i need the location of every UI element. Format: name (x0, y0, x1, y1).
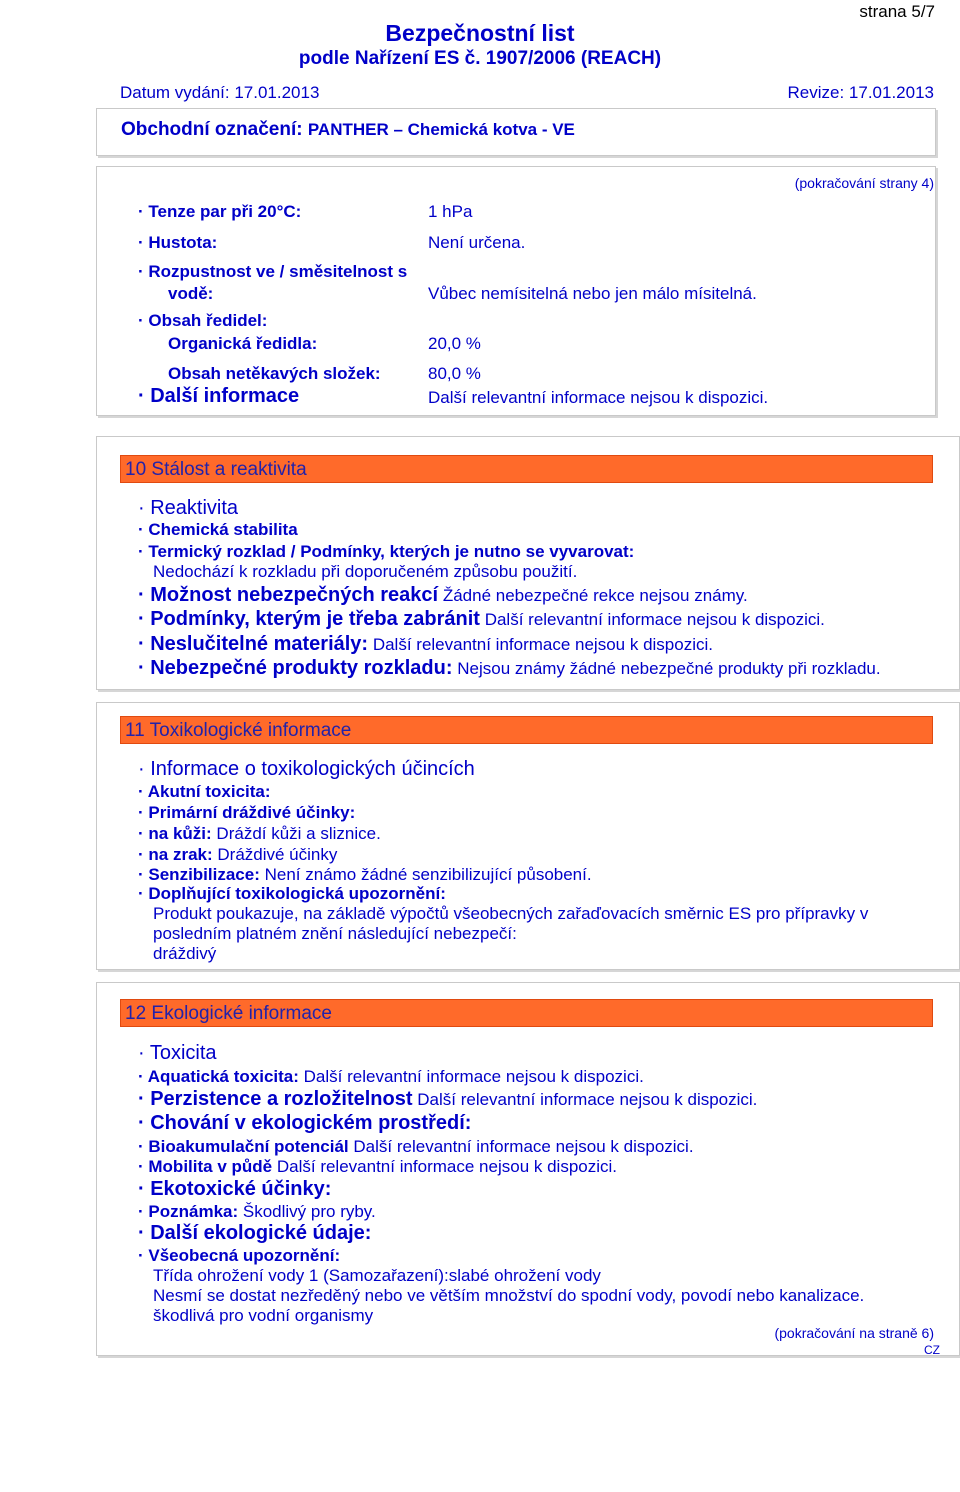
additional-tox-label: · Doplňující toxikologická upozornění: (138, 884, 446, 903)
general-notes-line2: Nesmí se dostat nezředěný nebo ve větším množství do spodní vody, povodí nebo kanalizace. (153, 1286, 865, 1305)
solubility-label-cont: vodě: (168, 284, 214, 303)
other-eco-data: · Další ekologické údaje: (138, 1222, 372, 1244)
additional-tox-line3: dráždivý (153, 944, 217, 963)
section-10-heading: 10 Stálost a reaktivita (120, 455, 933, 483)
trade-name-label: Obchodní označení: (121, 119, 303, 140)
persistence: · Perzistence a rozložitelnost Další relevantní informace nejsou k dispozici. (138, 1088, 758, 1110)
general-notes-label: · Všeobecná upozornění: (138, 1246, 341, 1265)
additional-tox-line1: Produkt poukazuje, na základě výpočtů všeobecných zařaďovacích směrnic ES pro přípravky v (153, 904, 869, 923)
general-notes-line3: škodlivá pro vodní organismy (153, 1306, 374, 1325)
density-label: · Hustota: (138, 233, 218, 252)
additional-tox-line2: posledním platném znění následující nebezpečí: (153, 924, 517, 943)
solubility-value: Vůbec nemísitelná nebo jen málo mísitelná. (428, 284, 757, 303)
revision-date: Revize: 17.01.2013 (787, 83, 934, 102)
organic-solvent-value: 20,0 % (428, 334, 481, 353)
trade-name-box (96, 108, 936, 156)
ecotoxic-effects: · Ekotoxické účinky: (138, 1178, 332, 1200)
hazardous-reactions: · Možnost nebezpečných reakcí Žádné nebezpečné rekce nejsou známy. (138, 584, 748, 606)
tox-effects: · Informace o toxikologických účincích (138, 758, 475, 780)
trade-name (121, 119, 575, 141)
decomposition-products: · Nebezpečné produkty rozkladu: Nejsou známy žádné nebezpečné produkty při rozkladu. (138, 657, 881, 679)
page-number: strana 5/7 (859, 2, 935, 21)
nonvolatile-value: 80,0 % (428, 364, 481, 383)
chemical-stability: · Chemická stabilita (138, 520, 298, 539)
bioaccumulation: · Bioakumulační potenciál Další relevantní informace nejsou k dispozici. (138, 1137, 694, 1156)
reactivity: · Reaktivita (138, 497, 239, 519)
eye-effect: · na zrak: Dráždivé účinky (138, 845, 338, 864)
density-value: Není určena. (428, 233, 526, 252)
vapor-pressure-value: 1 hPa (428, 202, 473, 221)
aquatic-toxicity: · Aquatická toxicita: Další relevantní informace nejsou k dispozici. (138, 1067, 644, 1086)
skin-effect: · na kůži: Dráždí kůži a sliznice. (138, 824, 381, 843)
section-12-heading: 12 Ekologické informace (120, 999, 933, 1027)
document-title: Bezpečnostní list (385, 20, 575, 46)
toxicity: · Toxicita (138, 1042, 217, 1064)
soil-mobility: · Mobilita v půdě Další relevantní informace nejsou k dispozici. (138, 1157, 618, 1176)
continued-to: (pokračování na straně 6) (774, 1325, 934, 1341)
document-subtitle: podle Nařízení ES č. 1907/2006 (REACH) (298, 48, 662, 69)
other-info-value: Další relevantní informace nejsou k dispozici. (428, 388, 769, 407)
eco-note: · Poznámka: Škodlivý pro ryby. (138, 1202, 376, 1221)
section-11-heading: 11 Toxikologické informace (120, 716, 933, 744)
behaviour: · Chování v ekologickém prostředí: (138, 1112, 472, 1134)
thermal-decomposition-value: Nedochází k rozkladu při doporučeném způsobu použití. (153, 562, 578, 581)
trade-name-product: PANTHER – Chemická kotva - VE (307, 120, 575, 139)
acute-toxicity: · Akutní toxicita: (138, 782, 271, 801)
organic-solvent-label: Organická ředidla: (168, 334, 318, 353)
incompatible-materials: · Neslučitelné materiály: Další relevantní informace nejsou k dispozici. (138, 633, 713, 655)
nonvolatile-label: Obsah netěkavých složek: (168, 364, 381, 383)
vapor-pressure-label: · Tenze par při 20°C: (138, 202, 302, 221)
conditions-to-avoid: · Podmínky, kterým je třeba zabránit Další relevantní informace nejsou k dispozici. (138, 608, 825, 630)
primary-irritant: · Primární dráždivé účinky: (138, 803, 356, 822)
solubility-label: · Rozpustnost ve / směsitelnost s (138, 262, 408, 281)
sensitization: · Senzibilizace: Není známo žádné senzibilizující působení. (138, 865, 592, 884)
other-info-label: · Další informace (138, 385, 300, 407)
thermal-decomposition-label: · Termický rozklad / Podmínky, kterých je nutno se vyvarovat: (138, 542, 635, 561)
language-code: CZ (924, 1343, 940, 1357)
solvent-label: · Obsah ředidel: (138, 311, 268, 330)
issue-date: Datum vydání: 17.01.2013 (120, 83, 320, 102)
continued-from: (pokračování strany 4) (794, 175, 934, 191)
general-notes-line1: Třída ohrožení vody 1 (Samozařazení):slabé ohrožení vody (153, 1266, 601, 1285)
